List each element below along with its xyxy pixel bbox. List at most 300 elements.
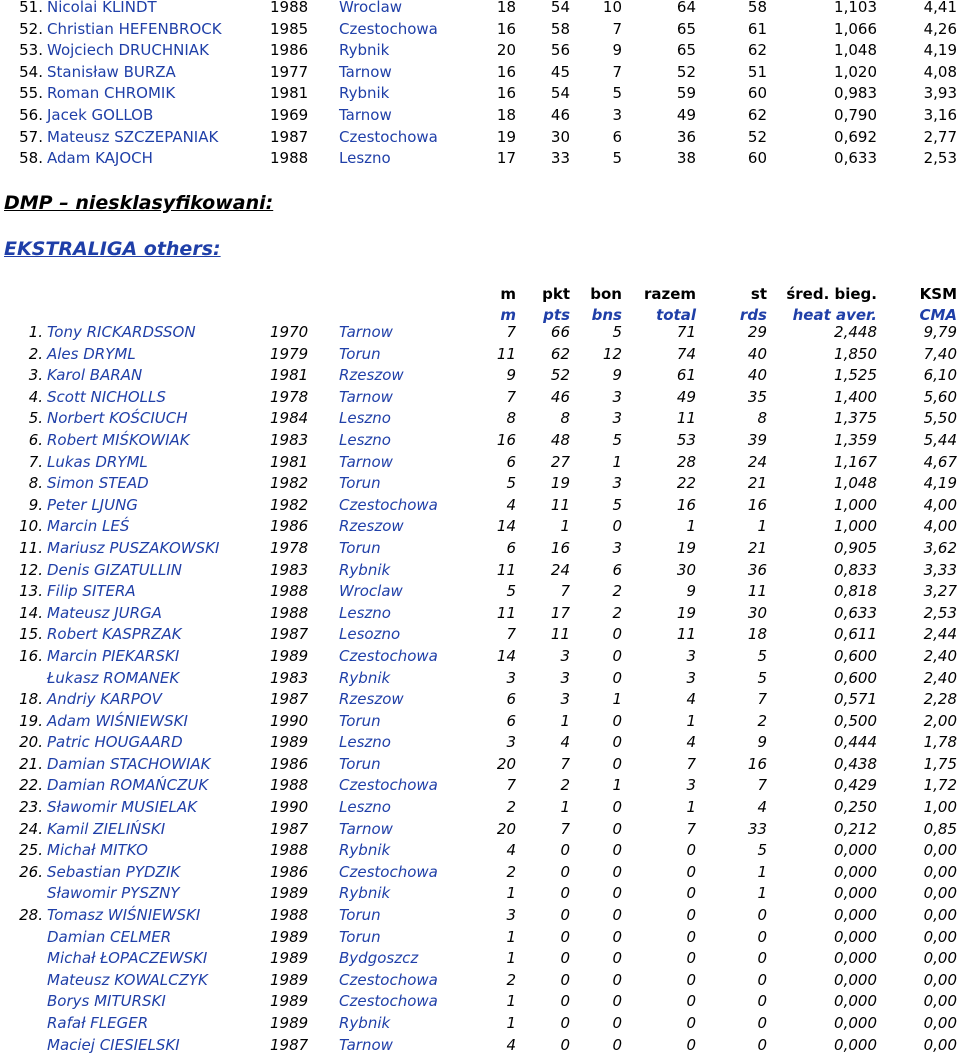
points-cell: 66 — [550, 323, 570, 341]
table-row — [0, 862, 960, 884]
rank-cell: 2. — [28, 344, 43, 363]
cma-cell: 3,27 — [923, 582, 957, 601]
table-row — [0, 970, 960, 992]
total-cell: 7 — [686, 819, 696, 838]
points-cell: 27 — [550, 452, 570, 471]
table-row — [0, 560, 960, 582]
heat-average-cell: 1,048 — [834, 41, 877, 60]
rides-cell: 62 — [747, 41, 767, 60]
birth-year-cell: 1969 — [270, 105, 309, 124]
birth-year-cell: 1988 — [270, 0, 309, 16]
club-city-cell: Wroclaw — [339, 582, 403, 601]
table-row — [0, 624, 960, 646]
birth-year-cell: 1981 — [270, 452, 309, 471]
club-city-cell: Rybnik — [339, 560, 391, 579]
rides-cell: 51 — [747, 62, 767, 81]
club-city-cell: Torun — [339, 344, 381, 363]
birth-year-cell: 1983 — [270, 560, 309, 579]
points-cell: 11 — [550, 495, 570, 514]
points-cell: 0 — [560, 1035, 570, 1054]
heat-average-cell: 0,000 — [834, 906, 877, 925]
table-row — [0, 473, 960, 495]
rank-cell: 3. — [28, 366, 43, 385]
bonus-cell: 6 — [612, 560, 622, 579]
rider-name-cell: Sławomir MUSIELAK — [47, 798, 197, 817]
table-row — [0, 322, 960, 344]
points-cell: 1 — [560, 711, 570, 730]
rider-name-cell: Damian ROMAŃCZUK — [47, 776, 209, 795]
rider-name-cell: Peter LJUNG — [47, 495, 138, 514]
club-city-cell: Czestochowa — [339, 776, 438, 795]
total-cell: 22 — [676, 474, 696, 493]
matches-cell: 16 — [496, 84, 516, 103]
birth-year-cell: 1982 — [270, 474, 309, 493]
heat-average-cell: 0,438 — [834, 754, 877, 773]
rank-cell: 58. — [19, 149, 43, 168]
ekstraliga-others-table — [0, 322, 960, 1056]
birth-year-cell: 1988 — [270, 582, 309, 601]
table-row — [0, 40, 960, 62]
rider-name-cell: Jacek GOLLOB — [47, 105, 154, 124]
total-cell: 4 — [686, 733, 696, 752]
rider-name-cell: Robert MIŚKOWIAK — [47, 430, 190, 449]
rank-cell: 15. — [19, 625, 43, 644]
header-bonus: bon — [590, 285, 622, 303]
heat-average-cell: 0,833 — [834, 560, 877, 579]
birth-year-cell: 1990 — [270, 798, 309, 817]
rider-name-cell: Ales DRYML — [47, 344, 136, 363]
cma-cell: 4,41 — [923, 0, 957, 16]
total-cell: 0 — [686, 906, 696, 925]
rides-cell: 5 — [757, 668, 767, 687]
header-rides: st — [750, 285, 767, 303]
birth-year-cell: 1989 — [270, 646, 309, 665]
club-city-cell: Tarnow — [339, 105, 392, 124]
rank-cell: 14. — [19, 603, 43, 622]
birth-year-cell: 1988 — [270, 149, 309, 168]
matches-cell: 17 — [496, 149, 516, 168]
rides-cell: 1 — [757, 862, 767, 881]
bonus-cell: 5 — [612, 149, 622, 168]
cma-cell: 4,19 — [923, 41, 957, 60]
rides-cell: 40 — [747, 366, 767, 385]
cma-cell: 1,00 — [923, 798, 957, 817]
rides-cell: 9 — [757, 733, 767, 752]
heat-average-cell: 1,167 — [834, 452, 877, 471]
cma-cell: 0,00 — [923, 841, 957, 860]
table-row — [0, 83, 960, 105]
birth-year-cell: 1990 — [270, 711, 309, 730]
points-cell: 11 — [550, 625, 570, 644]
heat-average-cell: 0,905 — [834, 538, 877, 557]
cma-cell: 2,77 — [923, 127, 957, 146]
rider-name-cell: Rafał FLEGER — [47, 1014, 149, 1032]
birth-year-cell: 1989 — [270, 884, 309, 903]
bonus-cell: 0 — [612, 970, 622, 989]
table-row — [0, 538, 960, 560]
column-header — [0, 284, 960, 326]
bonus-cell: 0 — [612, 668, 622, 687]
rides-cell: 7 — [757, 690, 767, 709]
rides-cell: 5 — [757, 646, 767, 665]
heat-average-cell: 1,359 — [834, 430, 877, 449]
total-cell: 19 — [676, 538, 696, 557]
birth-year-cell: 1989 — [270, 1014, 309, 1032]
matches-cell: 6 — [506, 452, 516, 471]
matches-cell: 7 — [506, 387, 516, 406]
bonus-cell: 2 — [612, 603, 622, 622]
dmp-ranking-table — [0, 0, 960, 170]
club-city-cell: Tarnow — [339, 62, 392, 81]
club-city-cell: Czestochowa — [339, 127, 438, 146]
birth-year-cell: 1988 — [270, 841, 309, 860]
bonus-cell: 0 — [612, 862, 622, 881]
rank-cell: 24. — [19, 819, 43, 838]
rides-cell: 16 — [747, 754, 767, 773]
total-cell: 16 — [676, 495, 696, 514]
rides-cell: 61 — [747, 19, 767, 38]
heat-average-cell: 0,983 — [834, 84, 877, 103]
birth-year-cell: 1987 — [270, 1035, 309, 1054]
cma-cell: 0,00 — [923, 927, 957, 946]
birth-year-cell: 1989 — [270, 927, 309, 946]
cma-cell: 4,00 — [923, 517, 957, 536]
heat-average-cell: 1,103 — [834, 0, 877, 16]
club-city-cell: Rzeszow — [339, 517, 404, 536]
heat-average-cell: 0,000 — [834, 841, 877, 860]
cma-cell: 1,75 — [923, 754, 957, 773]
header-heat-average: heat aver. — [792, 306, 877, 324]
rider-name-cell: Simon STEAD — [47, 474, 149, 493]
heat-average-cell: 0,600 — [834, 668, 877, 687]
matches-cell: 1 — [506, 1014, 516, 1032]
heat-average-cell: 2,448 — [834, 323, 877, 341]
birth-year-cell: 1988 — [270, 776, 309, 795]
bonus-cell: 0 — [612, 733, 622, 752]
birth-year-cell: 1987 — [270, 625, 309, 644]
birth-year-cell: 1989 — [270, 733, 309, 752]
rides-cell: 21 — [747, 474, 767, 493]
bonus-cell: 0 — [612, 517, 622, 536]
table-row — [0, 732, 960, 754]
points-cell: 45 — [550, 62, 570, 81]
cma-cell: 0,00 — [923, 906, 957, 925]
heat-average-cell: 0,600 — [834, 646, 877, 665]
rank-cell: 9. — [28, 495, 43, 514]
heat-average-cell: 1,048 — [834, 474, 877, 493]
club-city-cell: Lesozno — [339, 625, 401, 644]
birth-year-cell: 1988 — [270, 906, 309, 925]
points-cell: 1 — [560, 798, 570, 817]
ekstraliga-others-heading: EKSTRALIGA others: — [4, 238, 221, 260]
rides-cell: 4 — [757, 798, 767, 817]
total-cell: 74 — [676, 344, 696, 363]
bonus-cell: 0 — [612, 884, 622, 903]
cma-cell: 4,19 — [923, 474, 957, 493]
table-row — [0, 105, 960, 127]
birth-year-cell: 1989 — [270, 970, 309, 989]
table-row — [0, 905, 960, 927]
rides-cell: 0 — [757, 927, 767, 946]
total-cell: 0 — [686, 970, 696, 989]
rider-name-cell: Mateusz KOWALCZYK — [47, 970, 208, 989]
rides-cell: 1 — [757, 884, 767, 903]
rides-cell: 30 — [747, 603, 767, 622]
points-cell: 0 — [560, 862, 570, 881]
cma-cell: 1,72 — [923, 776, 957, 795]
rider-name-cell: Michał ŁOPACZEWSKI — [47, 949, 208, 968]
club-city-cell: Leszno — [339, 733, 391, 752]
rider-name-cell: Patric HOUGAARD — [47, 733, 183, 752]
table-row — [0, 689, 960, 711]
rides-cell: 33 — [747, 819, 767, 838]
club-city-cell: Tarnow — [339, 452, 393, 471]
rider-name-cell: Lukas DRYML — [47, 452, 148, 471]
table-row — [0, 603, 960, 625]
cma-cell: 2,53 — [923, 149, 957, 168]
matches-cell: 16 — [496, 62, 516, 81]
birth-year-cell: 1987 — [270, 127, 309, 146]
rides-cell: 18 — [747, 625, 767, 644]
rides-cell: 60 — [747, 149, 767, 168]
points-cell: 33 — [550, 149, 570, 168]
rank-cell: 11. — [19, 538, 43, 557]
rider-name-cell: Adam KAJOCH — [47, 149, 153, 168]
bonus-cell: 12 — [602, 344, 622, 363]
total-cell: 1 — [686, 711, 696, 730]
bonus-cell: 0 — [612, 754, 622, 773]
bonus-cell: 6 — [612, 127, 622, 146]
cma-cell: 2,40 — [923, 668, 957, 687]
cma-cell: 5,60 — [923, 387, 957, 406]
rides-cell: 58 — [747, 0, 767, 16]
cma-cell: 3,16 — [923, 105, 957, 124]
header-cma: CMA — [919, 306, 957, 324]
cma-cell: 4,26 — [923, 19, 957, 38]
table-row — [0, 646, 960, 668]
birth-year-cell: 1987 — [270, 690, 309, 709]
bonus-cell: 3 — [612, 538, 622, 557]
points-cell: 0 — [560, 970, 570, 989]
matches-cell: 2 — [506, 970, 516, 989]
club-city-cell: Torun — [339, 754, 381, 773]
total-cell: 3 — [686, 668, 696, 687]
table-row — [0, 754, 960, 776]
rank-cell: 22. — [19, 776, 43, 795]
cma-cell: 2,28 — [923, 690, 957, 709]
rank-cell: 6. — [28, 430, 43, 449]
club-city-cell: Bydgoszcz — [339, 949, 419, 968]
table-row — [0, 0, 960, 19]
rider-name-cell: Filip SITERA — [47, 582, 136, 601]
table-row — [0, 452, 960, 474]
total-cell: 9 — [686, 582, 696, 601]
rider-name-cell: Łukasz ROMANEK — [47, 668, 180, 687]
bonus-cell: 9 — [612, 41, 622, 60]
club-city-cell: Rybnik — [339, 668, 391, 687]
heat-average-cell: 0,212 — [834, 819, 877, 838]
birth-year-cell: 1986 — [270, 862, 309, 881]
heat-average-cell: 0,818 — [834, 582, 877, 601]
bonus-cell: 5 — [612, 430, 622, 449]
points-cell: 0 — [560, 927, 570, 946]
points-cell: 48 — [550, 430, 570, 449]
club-city-cell: Leszno — [339, 798, 391, 817]
matches-cell: 6 — [506, 538, 516, 557]
rank-cell: 57. — [19, 127, 43, 146]
matches-cell: 2 — [506, 862, 516, 881]
cma-cell: 2,40 — [923, 646, 957, 665]
cma-cell: 4,08 — [923, 62, 957, 81]
club-city-cell: Leszno — [339, 409, 391, 428]
points-cell: 3 — [560, 668, 570, 687]
rank-cell: 5. — [28, 409, 43, 428]
heat-average-cell: 1,375 — [834, 409, 877, 428]
heat-average-cell: 0,000 — [834, 992, 877, 1011]
points-cell: 16 — [550, 538, 570, 557]
rank-cell: 12. — [19, 560, 43, 579]
points-cell: 7 — [560, 582, 570, 601]
bonus-cell: 0 — [612, 711, 622, 730]
cma-cell: 5,44 — [923, 430, 957, 449]
total-cell: 30 — [676, 560, 696, 579]
points-cell: 0 — [560, 884, 570, 903]
rider-name-cell: Adam WIŚNIEWSKI — [47, 711, 188, 730]
heat-average-cell: 0,000 — [834, 862, 877, 881]
table-row — [0, 148, 960, 170]
matches-cell: 4 — [506, 495, 516, 514]
rides-cell: 0 — [757, 1014, 767, 1032]
rank-cell: 55. — [19, 84, 43, 103]
header-matches: m — [500, 285, 516, 303]
matches-cell: 9 — [506, 366, 516, 385]
heat-average-cell: 0,692 — [834, 127, 877, 146]
table-row — [0, 991, 960, 1013]
header-points: pts — [543, 306, 570, 324]
birth-year-cell: 1989 — [270, 949, 309, 968]
heat-average-cell: 0,000 — [834, 970, 877, 989]
points-cell: 58 — [550, 19, 570, 38]
rides-cell: 24 — [747, 452, 767, 471]
matches-cell: 14 — [496, 646, 516, 665]
points-cell: 54 — [550, 0, 570, 16]
points-cell: 3 — [560, 646, 570, 665]
birth-year-cell: 1979 — [270, 344, 309, 363]
matches-cell: 16 — [496, 430, 516, 449]
matches-cell: 5 — [506, 474, 516, 493]
rank-cell: 23. — [19, 798, 43, 817]
rank-cell: 53. — [19, 41, 43, 60]
rank-cell: 28. — [19, 906, 43, 925]
club-city-cell: Torun — [339, 927, 381, 946]
rank-cell: 10. — [19, 517, 43, 536]
table-row — [0, 387, 960, 409]
heat-average-cell: 1,850 — [834, 344, 877, 363]
header-rides: rds — [739, 306, 767, 324]
matches-cell: 4 — [506, 841, 516, 860]
points-cell: 4 — [560, 733, 570, 752]
rider-name-cell: Wojciech DRUCHNIAK — [47, 41, 209, 60]
rides-cell: 2 — [757, 711, 767, 730]
points-cell: 24 — [550, 560, 570, 579]
points-cell: 3 — [560, 690, 570, 709]
club-city-cell: Leszno — [339, 603, 391, 622]
birth-year-cell: 1978 — [270, 538, 309, 557]
cma-cell: 3,62 — [923, 538, 957, 557]
matches-cell: 18 — [496, 105, 516, 124]
heat-average-cell: 0,000 — [834, 949, 877, 968]
matches-cell: 4 — [506, 1035, 516, 1054]
bonus-cell: 0 — [612, 841, 622, 860]
total-cell: 64 — [676, 0, 696, 16]
header-heat-average: śred. bieg. — [786, 285, 877, 303]
matches-cell: 20 — [496, 754, 516, 773]
rider-name-cell: Denis GIZATULLIN — [47, 560, 183, 579]
rides-cell: 21 — [747, 538, 767, 557]
club-city-cell: Tarnow — [339, 819, 393, 838]
bonus-cell: 5 — [612, 84, 622, 103]
cma-cell: 0,00 — [923, 1035, 957, 1054]
table-row — [0, 430, 960, 452]
rider-name-cell: Christian HEFENBROCK — [47, 19, 222, 38]
bonus-cell: 0 — [612, 906, 622, 925]
header-points: pkt — [542, 285, 570, 303]
matches-cell: 20 — [496, 819, 516, 838]
birth-year-cell: 1986 — [270, 517, 309, 536]
rides-cell: 60 — [747, 84, 767, 103]
birth-year-cell: 1977 — [270, 62, 309, 81]
bonus-cell: 2 — [612, 582, 622, 601]
heat-average-cell: 1,066 — [834, 19, 877, 38]
heat-average-cell: 0,000 — [834, 1014, 877, 1032]
rider-name-cell: Sebastian PYDZIK — [47, 862, 181, 881]
total-cell: 1 — [686, 517, 696, 536]
table-row — [0, 581, 960, 603]
cma-cell: 0,85 — [923, 819, 957, 838]
matches-cell: 8 — [506, 409, 516, 428]
club-city-cell: Torun — [339, 474, 381, 493]
matches-cell: 7 — [506, 323, 516, 341]
club-city-cell: Czestochowa — [339, 992, 438, 1011]
heat-average-cell: 1,400 — [834, 387, 877, 406]
rides-cell: 11 — [747, 582, 767, 601]
bonus-cell: 3 — [612, 409, 622, 428]
birth-year-cell: 1978 — [270, 387, 309, 406]
club-city-cell: Rybnik — [339, 1014, 391, 1032]
table-row — [0, 775, 960, 797]
cma-cell: 6,10 — [923, 366, 957, 385]
matches-cell: 14 — [496, 517, 516, 536]
table-row — [0, 408, 960, 430]
rider-name-cell: Kamil ZIELIŃSKI — [47, 819, 166, 838]
rides-cell: 0 — [757, 992, 767, 1011]
rider-name-cell: Maciej CIESIELSKI — [47, 1035, 180, 1054]
rider-name-cell: Andriy KARPOV — [47, 690, 162, 709]
heat-average-cell: 0,000 — [834, 1035, 877, 1054]
rank-cell: 52. — [19, 19, 43, 38]
birth-year-cell: 1989 — [270, 992, 309, 1011]
matches-cell: 6 — [506, 711, 516, 730]
club-city-cell: Torun — [339, 711, 381, 730]
bonus-cell: 5 — [612, 323, 622, 341]
table-row — [0, 344, 960, 366]
cma-cell: 9,79 — [923, 323, 957, 341]
points-cell: 62 — [550, 344, 570, 363]
total-cell: 4 — [686, 690, 696, 709]
cma-cell: 7,40 — [923, 344, 957, 363]
bonus-cell: 9 — [612, 366, 622, 385]
rides-cell: 52 — [747, 127, 767, 146]
